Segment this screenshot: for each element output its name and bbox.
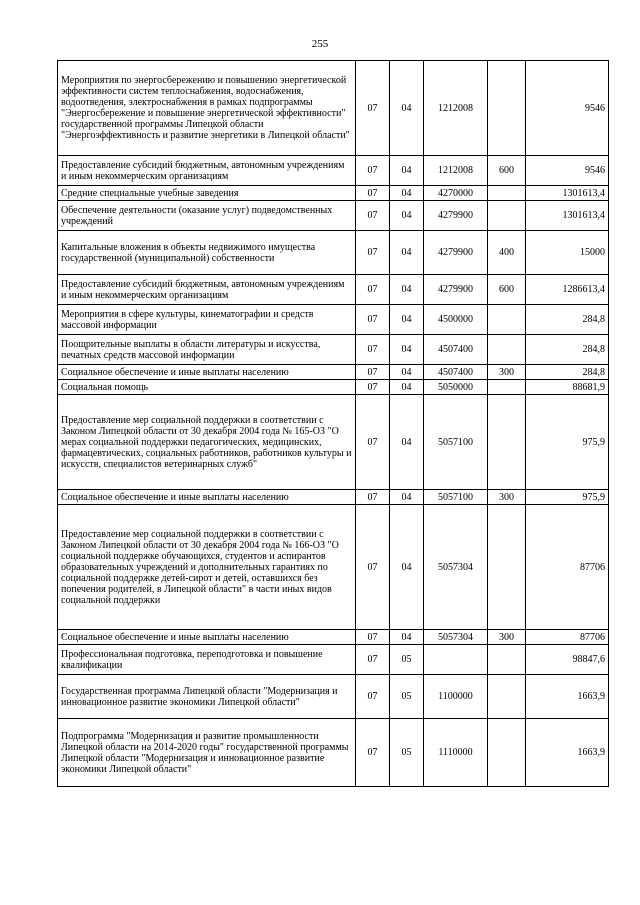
item-name: Предоставление субсидий бюджетным, автономным учреждениям и иным некоммерческим организациям [58,156,356,186]
section-code: 07 [356,490,390,505]
target-code: 5057304 [424,505,488,630]
item-name: Социальное обеспечение и иные выплаты населению [58,365,356,380]
expense-type-code [488,675,526,719]
section-code: 07 [356,61,390,156]
amount: 87706 [526,630,609,645]
target-code: 5057100 [424,490,488,505]
table-row [58,645,609,675]
subsection-code: 04 [390,61,424,156]
subsection-code: 04 [390,365,424,380]
subsection-code: 04 [390,275,424,305]
item-name: Предоставление мер социальной поддержки в соответствии с Законом Липецкой области от 30 декабря 2004 года № 165-ОЗ "О мерах социальной поддержки педагогических, медицинских, фармацевтических, социальных работников, работников культуры и искусств, специалистов ветеринарных служб" [58,395,356,490]
section-code: 07 [356,675,390,719]
table-row [58,719,609,787]
amount: 284,8 [526,305,609,335]
target-code: 4270000 [424,186,488,201]
table-row [58,335,609,365]
table-row [58,380,609,395]
amount: 1286613,4 [526,275,609,305]
item-name: Средние специальные учебные заведения [58,186,356,201]
target-code: 4279900 [424,231,488,275]
item-name: Предоставление субсидий бюджетным, автономным учреждениям и иным некоммерческим организациям [58,275,356,305]
table-row [58,275,609,305]
expense-type-code: 400 [488,231,526,275]
amount: 1301613,4 [526,201,609,231]
target-code [424,645,488,675]
table-row [58,505,609,630]
budget-table [57,60,609,787]
target-code: 4507400 [424,365,488,380]
subsection-code: 04 [390,186,424,201]
table-row [58,186,609,201]
amount: 284,8 [526,335,609,365]
section-code: 07 [356,305,390,335]
expense-type-code: 600 [488,156,526,186]
item-name: Капитальные вложения в объекты недвижимого имущества государственной (муниципальной) собственности [58,231,356,275]
table-row [58,365,609,380]
target-code: 5057304 [424,630,488,645]
target-code: 1212008 [424,156,488,186]
section-code: 07 [356,335,390,365]
target-code: 4279900 [424,275,488,305]
subsection-code: 05 [390,675,424,719]
section-code: 07 [356,630,390,645]
section-code: 07 [356,719,390,787]
target-code: 1110000 [424,719,488,787]
subsection-code: 04 [390,156,424,186]
amount: 975,9 [526,395,609,490]
target-code: 4507400 [424,335,488,365]
target-code: 1100000 [424,675,488,719]
expense-type-code [488,395,526,490]
table-row [58,675,609,719]
expense-type-code: 300 [488,490,526,505]
item-name: Поощрительные выплаты в области литературы и искусства, печатных средств массовой информации [58,335,356,365]
table-row [58,490,609,505]
amount: 1663,9 [526,675,609,719]
section-code: 07 [356,186,390,201]
target-code: 4500000 [424,305,488,335]
table-row [58,630,609,645]
subsection-code: 05 [390,645,424,675]
expense-type-code [488,61,526,156]
expense-type-code [488,505,526,630]
expense-type-code [488,645,526,675]
amount: 1663,9 [526,719,609,787]
amount: 98847,6 [526,645,609,675]
subsection-code: 05 [390,719,424,787]
amount: 87706 [526,505,609,630]
subsection-code: 04 [390,630,424,645]
target-code: 1212008 [424,61,488,156]
target-code: 5057100 [424,395,488,490]
target-code: 4279900 [424,201,488,231]
expense-type-code [488,201,526,231]
amount: 284,8 [526,365,609,380]
amount: 1301613,4 [526,186,609,201]
amount: 9546 [526,156,609,186]
section-code: 07 [356,365,390,380]
table-row [58,156,609,186]
expense-type-code [488,186,526,201]
table-row [58,61,609,156]
item-name: Социальное обеспечение и иные выплаты населению [58,630,356,645]
amount: 88681,9 [526,380,609,395]
section-code: 07 [356,380,390,395]
item-name: Социальная помощь [58,380,356,395]
table-row [58,305,609,335]
budget-table-body [58,61,609,787]
section-code: 07 [356,645,390,675]
subsection-code: 04 [390,335,424,365]
item-name: Социальное обеспечение и иные выплаты населению [58,490,356,505]
section-code: 07 [356,231,390,275]
expense-type-code [488,335,526,365]
section-code: 07 [356,505,390,630]
expense-type-code [488,719,526,787]
section-code: 07 [356,395,390,490]
expense-type-code [488,305,526,335]
expense-type-code [488,380,526,395]
amount: 975,9 [526,490,609,505]
item-name: Государственная программа Липецкой области "Модернизация и инновационное развитие экономики Липецкой области" [58,675,356,719]
table-row [58,201,609,231]
expense-type-code: 600 [488,275,526,305]
item-name: Предоставление мер социальной поддержки в соответствии с Законом Липецкой области от 30 декабря 2004 года № 166-ОЗ "О социальной поддержке обучающихся, студентов и аспирантов образовательных учреждений и дополнительных гарантиях по социальной поддержке детей-сирот и детей, оставшихся без попечения родителей, в Липецкой области" в части иных видов социальной поддержки [58,505,356,630]
subsection-code: 04 [390,395,424,490]
amount: 15000 [526,231,609,275]
subsection-code: 04 [390,231,424,275]
subsection-code: 04 [390,201,424,231]
page-number: 255 [311,38,329,50]
section-code: 07 [356,201,390,231]
subsection-code: 04 [390,305,424,335]
expense-type-code: 300 [488,365,526,380]
expense-type-code: 300 [488,630,526,645]
table-row [58,231,609,275]
section-code: 07 [356,275,390,305]
item-name: Подпрограмма "Модернизация и развитие промышленности Липецкой области на 2014-2020 годы" государственной программы Липецкой области "Модернизация и инновационное развитие экономики Липецкой области" [58,719,356,787]
amount: 9546 [526,61,609,156]
item-name: Мероприятия в сфере культуры, кинематографии и средств массовой информации [58,305,356,335]
subsection-code: 04 [390,490,424,505]
item-name: Мероприятия по энергосбережению и повышению энергетической эффективности систем теплоснабжения, водоснабжения, водоотведения, электроснабжения в рамках подпрограммы "Энергосбережение и повышение энергетической эффективности" государственной программы Липецкой области "Энергоэффективность и развитие энергетики в Липецкой области" [58,61,356,156]
subsection-code: 04 [390,380,424,395]
table-row [58,395,609,490]
subsection-code: 04 [390,505,424,630]
target-code: 5050000 [424,380,488,395]
item-name: Обеспечение деятельности (оказание услуг) подведомственных учреждений [58,201,356,231]
item-name: Профессиональная подготовка, переподготовка и повышение квалификации [58,645,356,675]
section-code: 07 [356,156,390,186]
